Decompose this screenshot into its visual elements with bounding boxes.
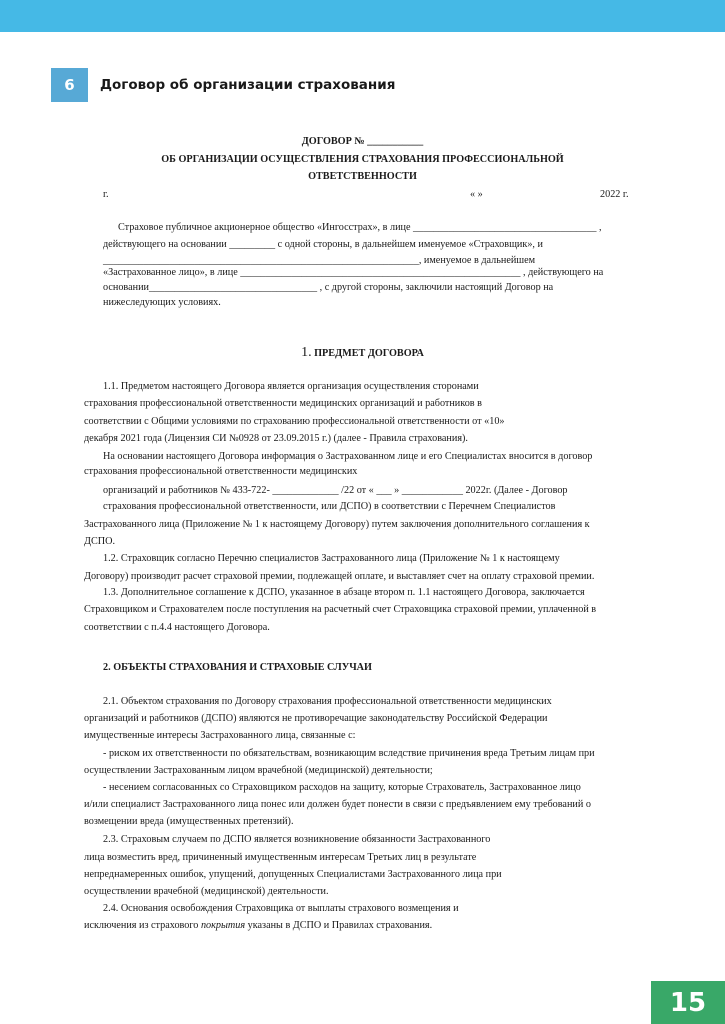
section-1-line: На основании настоящего Договора информация о Застрахованном лице и его Специалистах вносится в договор — [103, 451, 593, 462]
intro-line: действующего на основании _________ с одной стороны, в дальнейшем именуемое «Страховщик», и — [103, 239, 543, 250]
section-1-line: 1.2. Страховщик согласно Перечню специалистов Застрахованного лица (Приложение № 1 к настоящему — [103, 553, 560, 564]
section-1-line: Застрахованного лица (Приложение № 1 к настоящему Договору) путем заключения дополнительного соглашения к — [84, 519, 590, 530]
contract-title-number: ДОГОВОР № ___________ — [301, 136, 424, 147]
section-1-heading — [0, 346, 725, 360]
contract-date: « » — [470, 189, 483, 200]
page-number: 15 — [651, 981, 725, 1024]
section-2-line: лица возместить вред, причиненный имущественным интересам Третьих лиц в результате — [84, 852, 477, 863]
section-2-line: 2.4. Основания освобождения Страховщика от выплаты страхового возмещения и — [103, 903, 459, 914]
section-2-heading: 2. ОБЪЕКТЫ СТРАХОВАНИЯ И СТРАХОВЫЕ СЛУЧАИ — [103, 662, 372, 673]
contract-city: г. — [103, 189, 109, 200]
section-2-line: и/или специалист Застрахованного лица понес или должен будет понести в связи с предъявлением ему требований о — [84, 799, 591, 810]
section-2-last-line-italic: покрытия — [200, 920, 246, 931]
section-2-line: имущественные интересы Застрахованного лица, связанные с: — [84, 730, 356, 741]
intro-line: Страховое публичное акционерное общество «Ингосстрах», в лице ____________________________________ , — [118, 222, 602, 233]
section-2-line: 2.1. Объектом страхования по Договору страхования профессиональной ответственности медицинских — [103, 696, 552, 707]
section-1-line: страхования профессиональной ответственности, или ДСПО) в соответствии с Перечнем Специалистов — [103, 501, 556, 512]
section-1-line: соответствии с п.4.4 настоящего Договора. — [84, 622, 270, 633]
section-2-line: - несением согласованных со Страховщиком расходов на защиту, которые Страхователь, Застрахованное лицо — [103, 782, 581, 793]
section-number-badge: 6 — [51, 68, 88, 102]
section-1-line: 1.1. Предметом настоящего Договора является организация осуществления сторонами — [103, 381, 479, 392]
section-2-line: 2.3. Страховым случаем по ДСПО является возникновение обязанности Застрахованного — [103, 834, 491, 845]
contract-title-line-2: ОТВЕТСТВЕННОСТИ — [308, 171, 417, 182]
section-2-last-line-part: указаны в ДСПО и Правилах страхования. — [245, 920, 433, 931]
intro-line: ______________________________________________________________, именуемое в дальнейшем — [103, 255, 536, 266]
section-2-last-line — [84, 919, 432, 932]
section-1-line: организаций и работников № 433-722- _____________ /22 от « ___ » ____________ 2022г. (Далее - Договор — [103, 485, 568, 496]
section-2-line: осуществлении врачебной (медицинской) деятельности. — [84, 886, 329, 897]
section-2-line: организаций и работников (ДСПО) являются не противоречащие законодательству Российской Федерации — [84, 713, 548, 724]
section-1-line: Страховщиком и Страхователем после поступления на расчетный счет Страховщика страховой премии, уплаченной в — [84, 604, 597, 615]
section-1-line: Договору) производит расчет страховой премии, подлежащей оплате, и выставляет счет на оплату страховой премии. — [84, 571, 595, 582]
section-2-line: непреднамеренных ошибок, упущений, допущенных Специалистами Застрахованного лица при — [84, 869, 502, 880]
section-1-line: страхования профессиональной ответственности медицинских — [84, 466, 358, 477]
contract-title-line-1: ОБ ОРГАНИЗАЦИИ ОСУЩЕСТВЛЕНИЯ СТРАХОВАНИЯ ПРОФЕССИОНАЛЬНОЙ — [161, 154, 564, 165]
section-2-line: осуществлении Застрахованным лицом врачебной (медицинской) деятельности; — [84, 765, 433, 776]
section-1-line: 1.3. Дополнительное соглашение к ДСПО, указанное в абзаце втором п. 1.1 настоящего Договора, заключается — [103, 587, 585, 598]
section-1-title: ПРЕДМЕТ ДОГОВОРА — [314, 348, 424, 359]
section-1-number: 1. — [301, 345, 312, 360]
intro-line: нижеследующих условиях. — [103, 297, 221, 308]
section-2-last-line-part: исключения из страхового — [84, 920, 201, 931]
section-heading: Договор об организации страхования — [100, 77, 396, 93]
section-1-line: ДСПО. — [84, 536, 116, 547]
section-2-line: возмещении вреда (имущественных претензий). — [84, 816, 294, 827]
section-1-line: декабря 2021 года (Лицензия СИ №0928 от 23.09.2015 г.) (далее - Правила страхования). — [84, 433, 468, 444]
top-color-bar — [0, 0, 725, 32]
intro-line: «Застрахованное лицо», в лице _______________________________________________________ , действующего на — [103, 267, 604, 278]
contract-year: 2022 г. — [600, 189, 629, 200]
intro-line: основании_________________________________ , с другой стороны, заключили настоящий Договор на — [103, 282, 554, 293]
section-1-line: соответствии с Общими условиями по страхованию профессиональной ответственности от «10» — [84, 416, 505, 427]
section-1-line: страхования профессиональной ответственности медицинских организаций и работников в — [84, 398, 482, 409]
section-2-line: - риском их ответственности по обязательствам, возникающим вследствие причинения вреда Третьим лицам при — [103, 748, 595, 759]
